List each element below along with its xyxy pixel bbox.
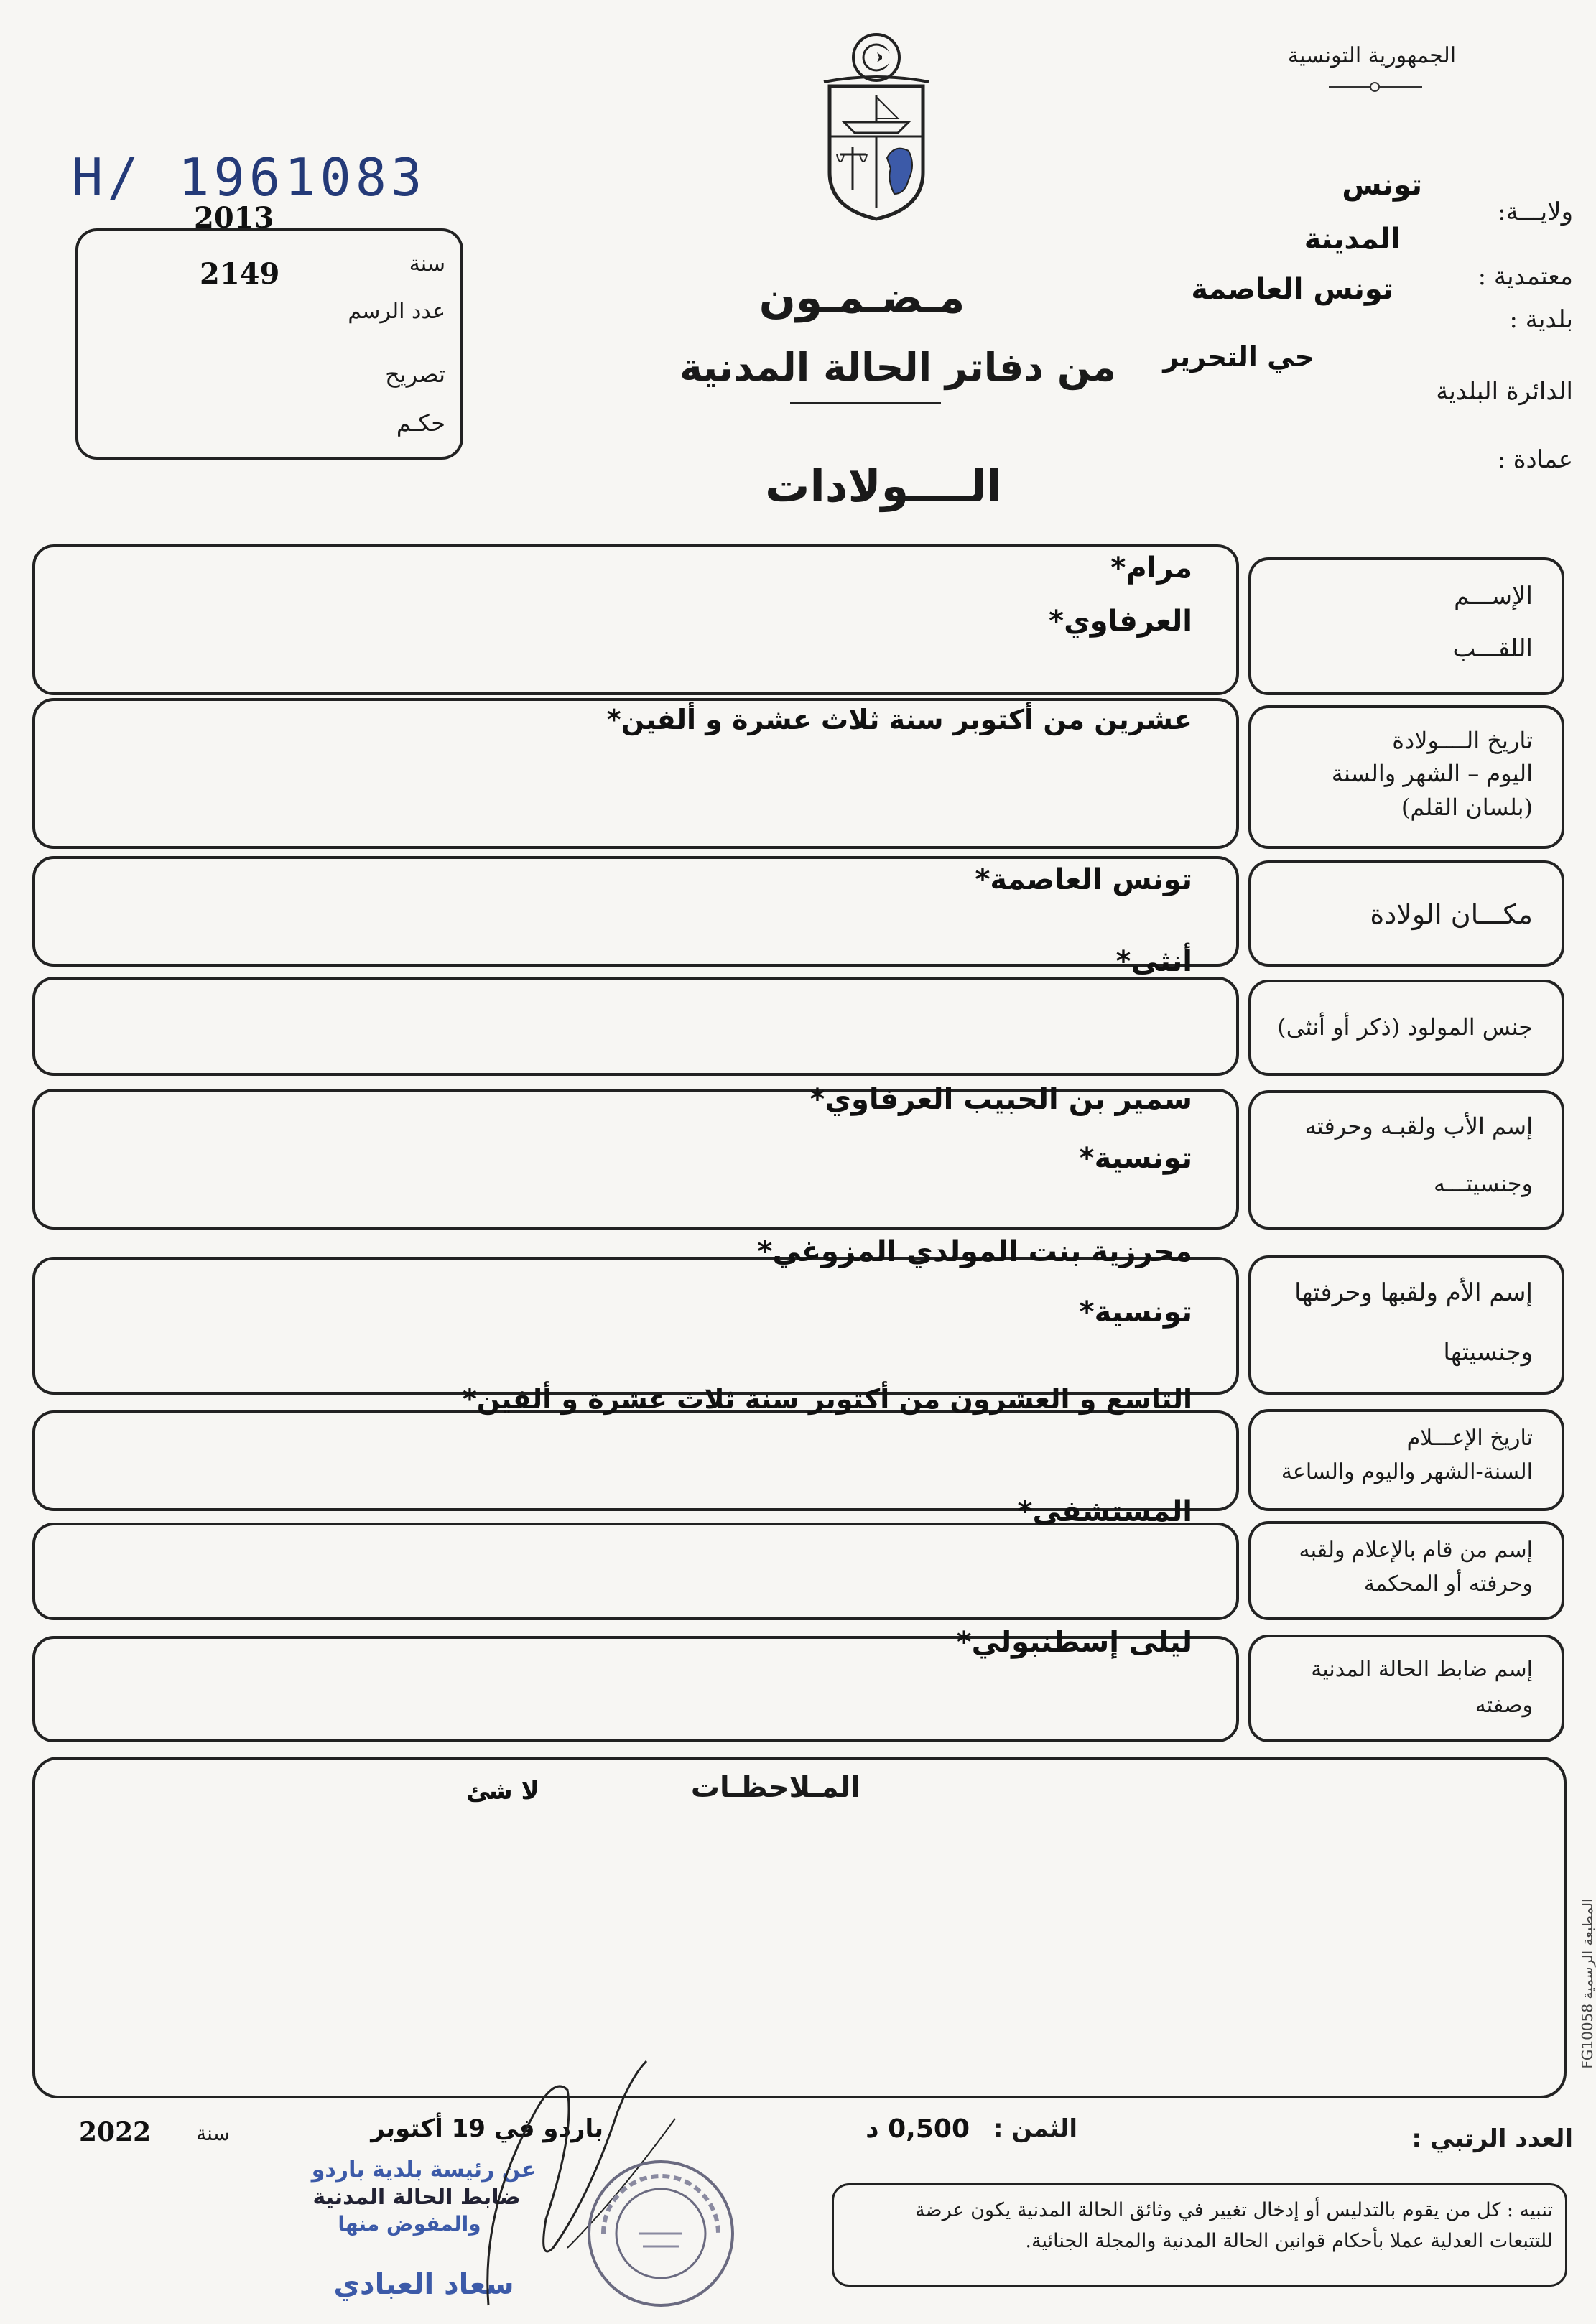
round-seal bbox=[582, 2155, 740, 2313]
serial-number-label: العدد الرتبي : bbox=[1411, 2124, 1573, 2153]
row-birthdate-label-box bbox=[1248, 705, 1564, 849]
declaration-date-sub-label: السنة-الشهر واليوم والساعة bbox=[1281, 1459, 1533, 1484]
officer-sub-label: وصفته bbox=[1475, 1692, 1533, 1718]
row-mother-label-box bbox=[1248, 1255, 1564, 1395]
daira-label: الدائرة البلدية bbox=[1436, 377, 1573, 406]
republic-title: الجمهورية التونسية bbox=[1287, 43, 1457, 68]
baladiya-label: بلدية : bbox=[1509, 305, 1573, 334]
daira-value: حي التحرير bbox=[1163, 341, 1314, 373]
sex-label: جنس المولود (ذكر أو أنثى) bbox=[1277, 1013, 1533, 1041]
document-title-content: مـضـمـون bbox=[758, 273, 965, 323]
birthdate-value: عشرين من أكتوبر سنة ثلاث عشرة و ألفين* bbox=[606, 704, 1192, 735]
birthdate-words-label: (بلسان القلم) bbox=[1401, 793, 1533, 821]
wilaya-label: ولايـــة: bbox=[1498, 197, 1573, 226]
row-name-label-box bbox=[1248, 557, 1564, 695]
surname-label: اللقـــب bbox=[1452, 633, 1533, 663]
reg-year-value: 2013 bbox=[194, 201, 274, 235]
row-declarant-value-box bbox=[32, 1523, 1239, 1620]
officer-label: إسم ضابط الحالة المدنية bbox=[1311, 1657, 1533, 1682]
row-declaration-date-label-box bbox=[1248, 1409, 1564, 1511]
reg-judgment-label: حكـم bbox=[396, 409, 445, 437]
document-title-births: الــــولادات bbox=[765, 460, 1002, 512]
declarant-value: المستشفى* bbox=[1017, 1495, 1192, 1528]
row-sex-value-box bbox=[32, 977, 1239, 1076]
father-nationality-label: وجنسيتـــه bbox=[1433, 1169, 1533, 1197]
birthplace-value: تونس العاصمة* bbox=[975, 863, 1192, 896]
footer-year-value: 2022 bbox=[79, 2117, 152, 2147]
mootamadiya-value: المدينة bbox=[1304, 223, 1401, 256]
reg-number-value: 2149 bbox=[200, 257, 280, 291]
tunisia-emblem bbox=[815, 29, 937, 223]
mother-nationality-label: وجنسيتها bbox=[1443, 1337, 1533, 1367]
officer-value: ليلى إسطنبولي* bbox=[956, 1626, 1192, 1659]
reg-declaration-label: تصريح bbox=[385, 361, 445, 388]
footer-year-label: سنة bbox=[196, 2121, 230, 2145]
mother-name-value: محرزية بنت المولدي المزوغي* bbox=[757, 1235, 1192, 1268]
warning-text: تنبيه : كل من يقوم بالتدليس أو إدخال تغيير في وثائق الحالة المدنية يكون عرضة للتتبعات العدلية عملا بأحكام قوانين الحالة المدنية والمجلة الجنائية. bbox=[915, 2199, 1553, 2253]
wilaya-value: تونس bbox=[1342, 169, 1422, 202]
title-underline bbox=[790, 402, 941, 404]
mother-nationality-value: تونسية* bbox=[1079, 1296, 1192, 1329]
father-nationality-value: تونسية* bbox=[1079, 1142, 1192, 1175]
row-father-label-box bbox=[1248, 1090, 1564, 1230]
surname-value: العرفاوي* bbox=[1049, 605, 1192, 638]
registration-number: H/ 1961083 bbox=[72, 147, 427, 208]
mother-label: إسم الأم ولقبها وحرفتها bbox=[1294, 1278, 1533, 1307]
name-label: الإســـم bbox=[1454, 582, 1533, 610]
document-title-registers: من دفاتر الحالة المدنية bbox=[679, 345, 1116, 390]
declaration-date-value: التاسع و العشرون من أكتوبر سنة ثلاث عشرة و ألفين* bbox=[462, 1383, 1192, 1415]
row-declarant-label-box bbox=[1248, 1521, 1564, 1620]
sex-value: أنثى* bbox=[1115, 945, 1192, 978]
officer-stamp-line1: عن رئيسة بلدية باردو bbox=[311, 2157, 537, 2183]
birthdate-label: تاريخ الــــولادة bbox=[1392, 727, 1533, 754]
price-label: الثمن : bbox=[993, 2114, 1077, 2143]
remarks-label: المـلاحظـات bbox=[690, 1771, 861, 1804]
omada-label: عمادة : bbox=[1497, 445, 1573, 474]
first-name-value: مرام* bbox=[1110, 552, 1192, 585]
signer-name: سعاد العبادي bbox=[333, 2268, 514, 2301]
price-value: 0,500 د bbox=[866, 2114, 970, 2144]
remarks-box bbox=[32, 1757, 1567, 2098]
remarks-value: لا شئ bbox=[466, 1777, 539, 1805]
declarant-label: إسم من قام بالإعلام ولقبه bbox=[1299, 1538, 1533, 1563]
header-divider-dot bbox=[1370, 82, 1380, 92]
printer-mark: المطبعة الرسمية FG10058 bbox=[1579, 1898, 1596, 2069]
father-name-value: سمير بن الحبيب العرفاوي* bbox=[809, 1083, 1192, 1116]
baladiya-value: تونس العاصمة bbox=[1191, 273, 1393, 306]
place-date: باردو في 19 أكتوبر bbox=[371, 2114, 603, 2143]
declaration-date-label: تاريخ الإعـــلام bbox=[1406, 1426, 1533, 1451]
row-birthplace-label-box bbox=[1248, 860, 1564, 967]
row-sex-label-box bbox=[1248, 980, 1564, 1076]
birthplace-label: مكـــان الولادة bbox=[1370, 898, 1533, 930]
birthdate-sub-label: اليوم – الشهر والسنة bbox=[1331, 760, 1533, 788]
reg-year-label: سنة bbox=[409, 251, 445, 276]
officer-stamp-line2: ضابط الحالة المدنية bbox=[312, 2185, 521, 2210]
declarant-sub-label: وحرفته أو المحكمة bbox=[1363, 1571, 1533, 1596]
row-officer-label-box bbox=[1248, 1635, 1564, 1742]
father-label: إسم الأب ولقبـه وحرفته bbox=[1304, 1112, 1533, 1140]
reg-number-label: عدد الرسم bbox=[348, 299, 445, 324]
officer-stamp-line3: والمفوض منها bbox=[338, 2212, 481, 2236]
mootamadiya-label: معتمدية : bbox=[1477, 262, 1573, 291]
